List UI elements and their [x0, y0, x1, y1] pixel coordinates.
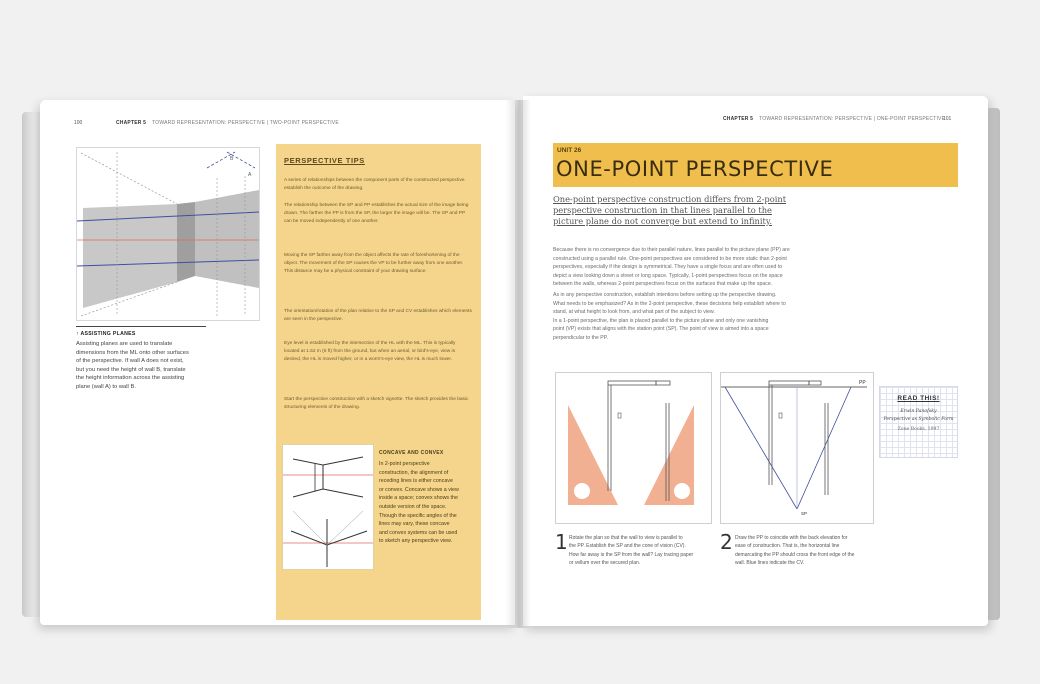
read-this-box [879, 386, 958, 458]
assisting-planes-drawing [77, 148, 259, 320]
body-line: Because there is no convergence due to their parallel nature, lines parallel to the picture plane (PP) are [553, 247, 790, 253]
concave-line: outside version of the space. [379, 503, 447, 510]
concave-convex-drawing [283, 445, 373, 569]
concave-line: In 2-point perspective [379, 461, 430, 467]
step-line: Draw the PP to coincide with the back elevation for [735, 535, 848, 541]
left-header-chapter: CHAPTER 5 [116, 120, 147, 126]
caption-line: but you need the height of wall B, translate [76, 366, 186, 373]
plan-detail [618, 413, 621, 418]
body-line: What needs to be emphasized? As in the 2-point perspective, these decisions help establish where to [553, 300, 786, 307]
caption-title-text: ASSISTING PLANES [80, 331, 136, 337]
concave-line: receding lines is either concave [379, 478, 453, 485]
caption-line: of the perspective. If wall A does not exist, [76, 358, 184, 365]
read-this-publisher: Zone Books, 1997 [897, 427, 940, 432]
assisting-planes-figure [76, 147, 260, 321]
concave-convex-title: CONCAVE AND CONVEX [379, 450, 444, 456]
caption-rule [76, 326, 206, 327]
plan-wall [769, 381, 809, 385]
concave-line: or convex. Concave shows a view [379, 486, 459, 493]
tips-paragraph: Eye level is established by the intersection of the HL with the ML. This is typically located at 1.52 m (5 ft) from the ground, but when an aerial, or bird's-eye, view is desired, the HL is moved higher, or in a worm's-eye view, the HL is much lower. [284, 341, 456, 362]
right-running-header [723, 116, 945, 122]
concave-line: lines may vary, these concave [379, 521, 450, 528]
read-this-title: READ THIS! [897, 395, 940, 402]
left-page-number: 100 [74, 120, 83, 126]
unit-title: ONE-POINT PERSPECTIVE [556, 157, 834, 181]
concave-line: inside a space; convex shows the [379, 495, 458, 502]
book-gutter-shadow [505, 100, 531, 628]
caption-text [76, 340, 251, 392]
plan-wall [809, 381, 821, 385]
wall-a [195, 190, 259, 288]
caption-line: plane (wall A) to wall B. [76, 383, 136, 390]
caption-line: the height information across the assisting [76, 375, 185, 382]
read-this-author: Erwin Panofsky [900, 409, 937, 414]
cone-of-vision-line [797, 387, 851, 509]
concave-line: Though the specific angles of the [379, 512, 457, 519]
body-line: depict a view looking down a street or long space. Typically, 1-point perspectives focus on the space [553, 272, 783, 279]
step-line: How far away is the SP from the wall? Lay tracing paper [569, 551, 694, 558]
left-page [40, 100, 515, 625]
wall-corner [177, 202, 195, 282]
sp-label: SP [801, 511, 808, 516]
figure-letter-a: A [248, 172, 252, 178]
body-line: constructed using a parallel rule. One-point perspectives are considered to be more static than 2-point [553, 255, 787, 262]
tips-paragraph: The relationship between the SP and PP establishes the actual size of the image being drawn. The farther the PP is from the SP, the larger the image will be. The SP and PP can be moved independently of one another. [284, 203, 469, 224]
figure-letter-b: B [230, 156, 234, 162]
body-line: between the walls, whereas 2-point perspectives focus on the surfaces that make up the space. [553, 281, 773, 288]
perspective-tips-sidebar [276, 144, 481, 620]
step-1-figure [555, 372, 712, 524]
body-line: stand, at what height to look from, and what part of the subject to view. [553, 309, 715, 316]
concave-line: and convex systems can be used [379, 529, 458, 536]
lead-line: perspective construction in that lines parallel to the [553, 205, 772, 215]
caption-line: Assisting planes are used to translate [76, 341, 173, 347]
unit-label: UNIT 26 [557, 147, 582, 154]
concave-sketch [323, 489, 363, 497]
concave-line: construction, the alignment of [379, 469, 449, 476]
column-circle [574, 483, 590, 499]
plan-detail [779, 413, 782, 418]
read-this-work: Perspective as Symbolic Form [883, 417, 954, 422]
tips-paragraph: A series of relationships between the component parts of the constructed perspective establish the outcome of the drawing. [284, 178, 465, 191]
right-header-chapter: CHAPTER 5 [723, 116, 754, 122]
column-circle [674, 483, 690, 499]
step-1-text [569, 534, 714, 568]
right-header-text: TOWARD REPRESENTATION: PERSPECTIVE | ONE-POINT PERSPECTIVE [759, 116, 946, 122]
step-line: ease of construction. That is, the horizontal line [735, 543, 840, 550]
lead-line: picture plane do not converge but extend to infinity. [553, 216, 773, 226]
tips-paragraph: Moving the SP farther away from the object affects the rate of foreshortening of the object. The movement of the SP causes the VP to be further away from one another. This distance may be a physical constraint of your drawing surface. [284, 253, 464, 274]
concave-sketch [293, 459, 323, 497]
step-1-number: 1 [555, 530, 568, 554]
tips-paragraph: The orientation/rotation of the plan relative to the SP and CV establishes which elements are seen in the perspective. [284, 309, 472, 322]
convex-sketch [327, 511, 363, 545]
right-page [523, 96, 988, 626]
concave-convex-figure [282, 444, 374, 570]
body-line: perspectives, especially if the design is symmetrical. They have a single focus and are often used to [553, 264, 783, 271]
left-running-header [116, 120, 339, 126]
step-2-text [735, 534, 880, 568]
left-header-text: TOWARD REPRESENTATION: PERSPECTIVE | TWO-POINT PERSPECTIVE [152, 120, 339, 126]
step-line: Rotate the plan so that the wall to view is parallel to [569, 535, 683, 541]
step-line: wall. Blue lines indicate the CV. [735, 560, 805, 567]
plan-wall [656, 381, 670, 385]
step-line: the PP. Establish the SP and the cone of vision (CV). [569, 543, 686, 550]
tips-title: PERSPECTIVE TIPS [284, 156, 365, 165]
body-paragraph-2 [553, 291, 953, 343]
picture-plane-drawing [721, 373, 873, 523]
caption-line: dimensions from the ML onto other surfaces [76, 349, 189, 356]
right-page-number: 101 [943, 116, 952, 122]
step-line: demarcating the PP should cross the front edge of the [735, 551, 855, 558]
projection-line [81, 153, 177, 204]
body-line: As in any perspective construction, establish intentions before setting up the perspective drawing. [553, 292, 777, 298]
tips-paragraph: Start the perspective construction with a sketch vignette. The sketch provides the basic structuring elements of the drawing. [284, 397, 469, 410]
body-paragraph-1 [553, 246, 953, 289]
body-line: point (VP) exists that aligns with the station point (SP). The point of view is aimed into a space [553, 326, 769, 333]
concave-convex-text [379, 460, 475, 546]
lead-line: One-point perspective construction differs from 2-point [553, 194, 787, 204]
step-2-number: 2 [720, 530, 733, 554]
unit-title-band [553, 143, 958, 187]
caption-title: ↑ ASSISTING PLANES [76, 331, 136, 337]
convex-sketch [293, 511, 327, 545]
step-line: or vellum over the secured plan. [569, 560, 641, 567]
plan-wall [608, 381, 656, 385]
concave-line: to sketch any perspective view. [379, 538, 453, 545]
pp-label: PP [859, 380, 866, 386]
concave-sketch [323, 457, 363, 465]
cone-of-vision-line [725, 387, 797, 509]
body-line: perpendicular to the PP. [553, 334, 608, 341]
plan-cone-drawing [556, 373, 711, 523]
body-line: In a 1-point perspective, the plan is placed parallel to the picture plane and only one vanishing [553, 317, 769, 324]
lead-paragraph [553, 194, 815, 227]
step-2-figure [720, 372, 874, 524]
